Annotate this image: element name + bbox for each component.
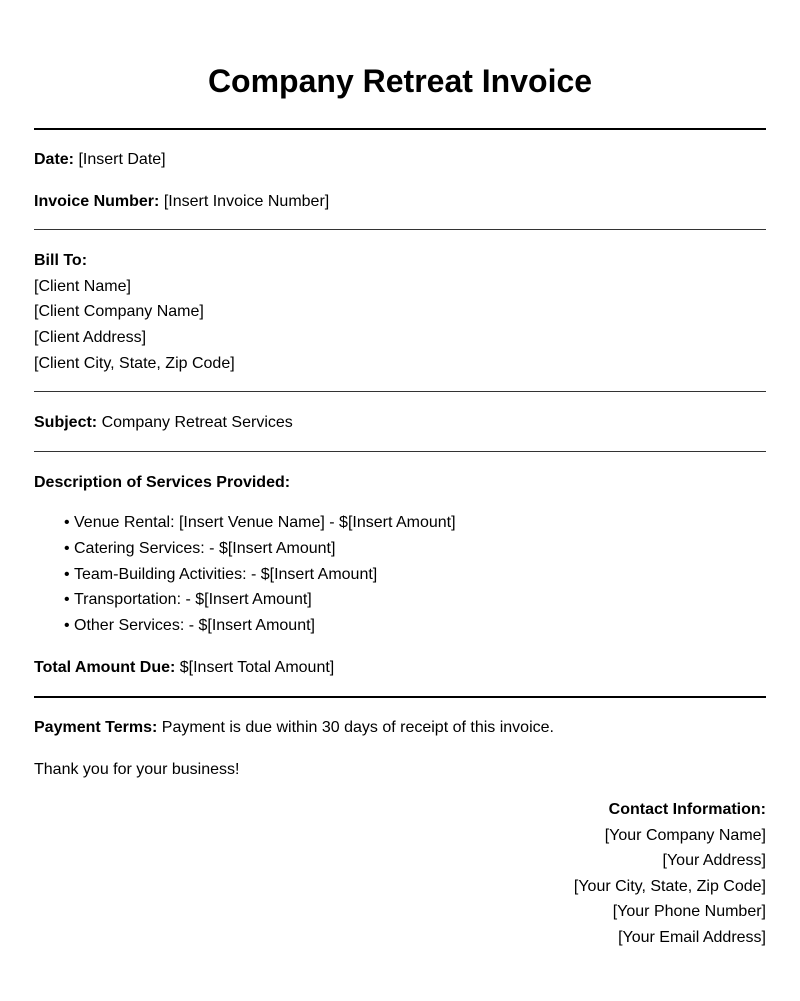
list-item: [64, 513, 456, 539]
contact-block: [574, 800, 766, 954]
divider: [34, 696, 766, 698]
payment-terms-label: Payment Terms:: [34, 719, 158, 736]
list-item: [64, 616, 456, 642]
service-item-text: Catering Services: - $[Insert Amount]: [74, 539, 336, 557]
list-item: [64, 590, 456, 616]
contact-city: [Your City, State, Zip Code]: [573, 877, 766, 895]
thank-you-text: Thank you for your business!: [34, 761, 240, 778]
service-item-text: Transportation: - $[Insert Amount]: [74, 591, 312, 609]
bullet-icon: •: [64, 617, 70, 635]
contact-heading-label: Contact Information:: [608, 801, 766, 818]
divider: [34, 229, 766, 230]
contact-address: [Your Address]: [662, 852, 766, 870]
bullet-icon: •: [64, 514, 70, 531]
date-value: [Insert Date]: [78, 151, 166, 168]
contact-phone: [Your Phone Number]: [612, 903, 766, 921]
bullet-icon: •: [64, 539, 70, 557]
bill-to-client-name: [Client Name]: [34, 278, 131, 295]
invoice-number-line: [34, 192, 329, 212]
invoice-number-value: [Insert Invoice Number]: [163, 193, 330, 210]
list-item: [64, 539, 456, 565]
service-item-text: Venue Rental: [Insert Venue Name] - $[Insert Amount]: [74, 514, 456, 531]
divider: [34, 128, 766, 130]
invoice-number-label: Invoice Number:: [34, 193, 160, 210]
services-heading-label: Description of Services Provided:: [34, 474, 291, 491]
payment-terms-value: Payment is due within 30 days of receipt of this invoice.: [161, 719, 554, 736]
bullet-icon: •: [64, 565, 70, 583]
bill-to-label: Bill To:: [34, 252, 88, 269]
divider: [34, 451, 766, 452]
total-label: Total Amount Due:: [34, 659, 176, 676]
total-value: $[Insert Total Amount]: [179, 659, 335, 676]
bill-to-heading: [34, 251, 87, 271]
bullet-icon: •: [64, 591, 70, 609]
service-item-text: Team-Building Activities: - $[Insert Amount]: [74, 565, 378, 583]
payment-terms-line: [34, 718, 554, 738]
page-title: Company Retreat Invoice: [207, 63, 593, 99]
list-item: [64, 565, 456, 591]
date-label: Date:: [34, 151, 75, 168]
subject-value: Company Retreat Services: [101, 414, 293, 431]
services-heading: [34, 473, 290, 493]
bill-to-client-address: [Client Address]: [34, 329, 147, 346]
services-list: [64, 513, 456, 642]
contact-company: [Your Company Name]: [604, 826, 766, 844]
date-line: [34, 150, 166, 170]
subject-label: Subject:: [34, 414, 98, 431]
bill-to-client-company: [Client Company Name]: [34, 303, 204, 320]
subject-line: [34, 413, 293, 433]
service-item-text: Other Services: - $[Insert Amount]: [74, 617, 315, 635]
invoice-document: [34, 0, 766, 1001]
divider: [34, 391, 766, 392]
contact-email: [Your Email Address]: [618, 928, 766, 946]
contact-heading: [574, 800, 766, 826]
total-line: [34, 658, 334, 678]
bill-to-client-city: [Client City, State, Zip Code]: [34, 355, 235, 372]
